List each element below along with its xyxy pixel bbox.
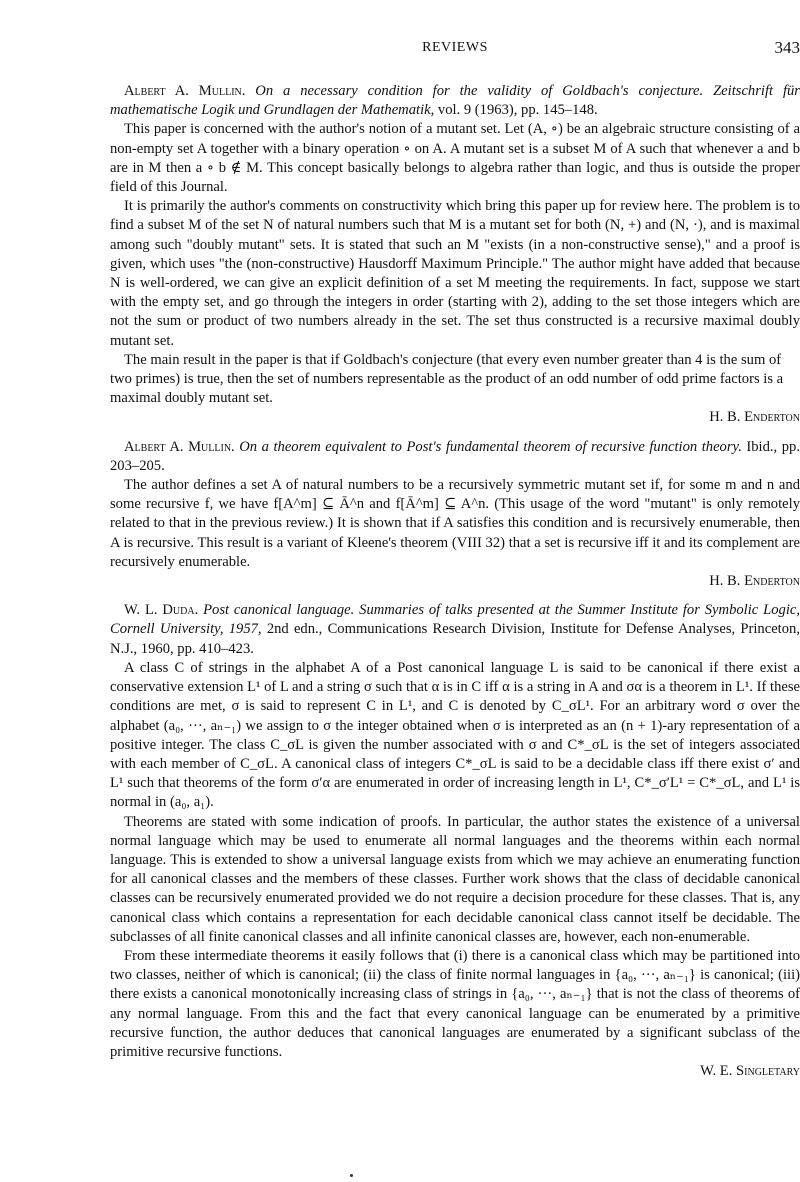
review-mullin-post (110, 438, 800, 592)
reviewer-signature: H. B. Enderton (709, 409, 800, 426)
page-number: 343 (774, 38, 800, 57)
review-author: W. L. Duda. (124, 602, 199, 619)
review-duda-post-canonical (110, 601, 800, 1081)
reviewer-signature: W. E. Singletary (700, 1063, 800, 1080)
review-paragraph: This paper is concerned with the author's notion of a mutant set. Let (A, ∘) be an algebraic structure consisting of a non-empty set A together with a binary operation ∘ on A. A mutant set is a subset M of A such that whenever a and b are in M then a ∘ b ∉ M. This concept basically belongs to algebra rather than logic, and thus is outside the proper field of this Journal. (110, 121, 800, 196)
review-title: Post canonical language. Summaries of talks presented at the Summer Institute for Symbolic Logic, Cornell University, 1957, (110, 602, 800, 638)
review-paragraph-final (110, 351, 800, 409)
review-citation (110, 601, 800, 659)
review-details: Ibid., pp. 203–205. (110, 438, 800, 474)
page-header (110, 38, 800, 72)
reviewer-signature: H. B. Enderton (709, 573, 800, 590)
review-paragraph: From these intermediate theorems it easily follows that (i) there is a canonical class which may be partitioned into two classes, neither of which is canonical; (ii) the class of finite normal languages in {a₀, ···, aₙ₋₁} is canonical; (iii) there exists a canonical monotonically increasing class of strings in {a₀, ···, aₙ₋₁} that is not the class of theorems of any normal language. From this and the fact that every canonical language can be enumerated by a primitive recursive function, the author deduces that canonical languages are enumerated by a significant subclass of the primitive recursive functions. (110, 947, 800, 1060)
running-title: REVIEWS (422, 40, 488, 55)
review-paragraph: Theorems are stated with some indication of proofs. In particular, the author states the existence of a universal normal language which may be used to enumerate all normal languages and the theorems within each normal language. This is extended to show a universal language exists from which we may achieve an enumerating function for all canonical classes and the members of these classes. Further work shows that the class of decidable canonical classes can be recursively enumerated provided we do not require a decision procedure for these classes. That is, any canonical class which contains a representation for each decidable canonical class cannot itself be decidable. The subclasses of all finite canonical classes and all infinite canonical classes are, however, each non-enumerable. (110, 813, 800, 945)
review-citation (110, 438, 800, 476)
review-title: On a necessary condition for the validity of Goldbach's conjecture. Zeitschrift für mathematische Logik und Grundlagen der Mathematik, (110, 83, 800, 119)
review-author: Albert A. Mullin. (124, 83, 246, 99)
review-paragraph: The main result in the paper is that if Goldbach's conjecture (that every even number greater than 4 is the sum of two primes) is true, then the set of numbers representable as the product of an odd number of odd prime factors is a maximal doubly mutant set. (110, 351, 784, 407)
review-paragraph: The author defines a set A of natural numbers to be a recursively symmetric mutant set if, for some m and n and some recursive f, we have f[A^m] ⊆ Ā^n and f[Ā^m] ⊆ A^n. (This usage of the word "mutant" is only remotely related to that in the previous review.) It is shown that if A satisfies this condition and is recursively enumerable, then A is recursive. This result is a variant of Kleene's theorem (VIII 32) that a set is recursive iff it and its complement are recursively enumerable. (110, 477, 800, 570)
review-details: 2nd edn., Communications Research Division, Institute for Defense Analyses, Princeton, N.J., 1960, pp. 410–423. (110, 621, 800, 657)
review-mullin-goldbach (110, 82, 800, 428)
review-author: Albert A. Mullin. (124, 438, 235, 455)
review-paragraph: It is primarily the author's comments on constructivity which bring this paper up for review here. The problem is to find a subset M of the set N of natural numbers such that M is a mutant set for both (N, +) and (N, ·), and is maximal among such "doubly mutant" sets. It is stated that such an M "exists (in a non-constructive sense)," and a proof is given, which uses "the (non-constructive) Hausdorff Maximum Principle." The author might have added that because N is well-ordered, we can give an explicit definition of a set M meeting the requirements. In fact, suppose we start with the empty set, and go through the integers in order (starting with 2), adding to the set those integers which are not the sum or product of two numbers already in the set. The set thus constructed is a recursive maximal doubly mutant set. (110, 198, 800, 349)
print-mark (350, 1174, 353, 1177)
review-details: vol. 9 (1963), pp. 145–148. (437, 102, 598, 119)
review-title: On a theorem equivalent to Post's fundamental theorem of recursive function theory. (239, 438, 742, 455)
review-citation (110, 82, 800, 120)
review-paragraph: A class C of strings in the alphabet A of a Post canonical language L is said to be canonical if there exist a conservative extension L¹ of L and a string σ such that α is in C iff α is a string in A and σα is a theorem in L¹. If these conditions are met, σ is said to represent C in L¹, and C is denoted by C_σL¹. For an arbitrary word σ over the alphabet (a₀, ···, aₙ₋₁) we assign to σ the integer obtained when σ is interpreted as an (n + 1)-ary representation of a positive integer. The class C_σL is given the number associated with σ and C*_σL is the set of integers associated with each member of C_σL. A canonical class of integers C*_σL is said to be a decidable class iff there exist σ′ and L¹ such that theorems of the form σ′α are enumerated in order of increasing length in L¹, C*_σ′L¹ = C*_σL, and L¹ is normal in (a₀, a₁). (110, 659, 800, 811)
